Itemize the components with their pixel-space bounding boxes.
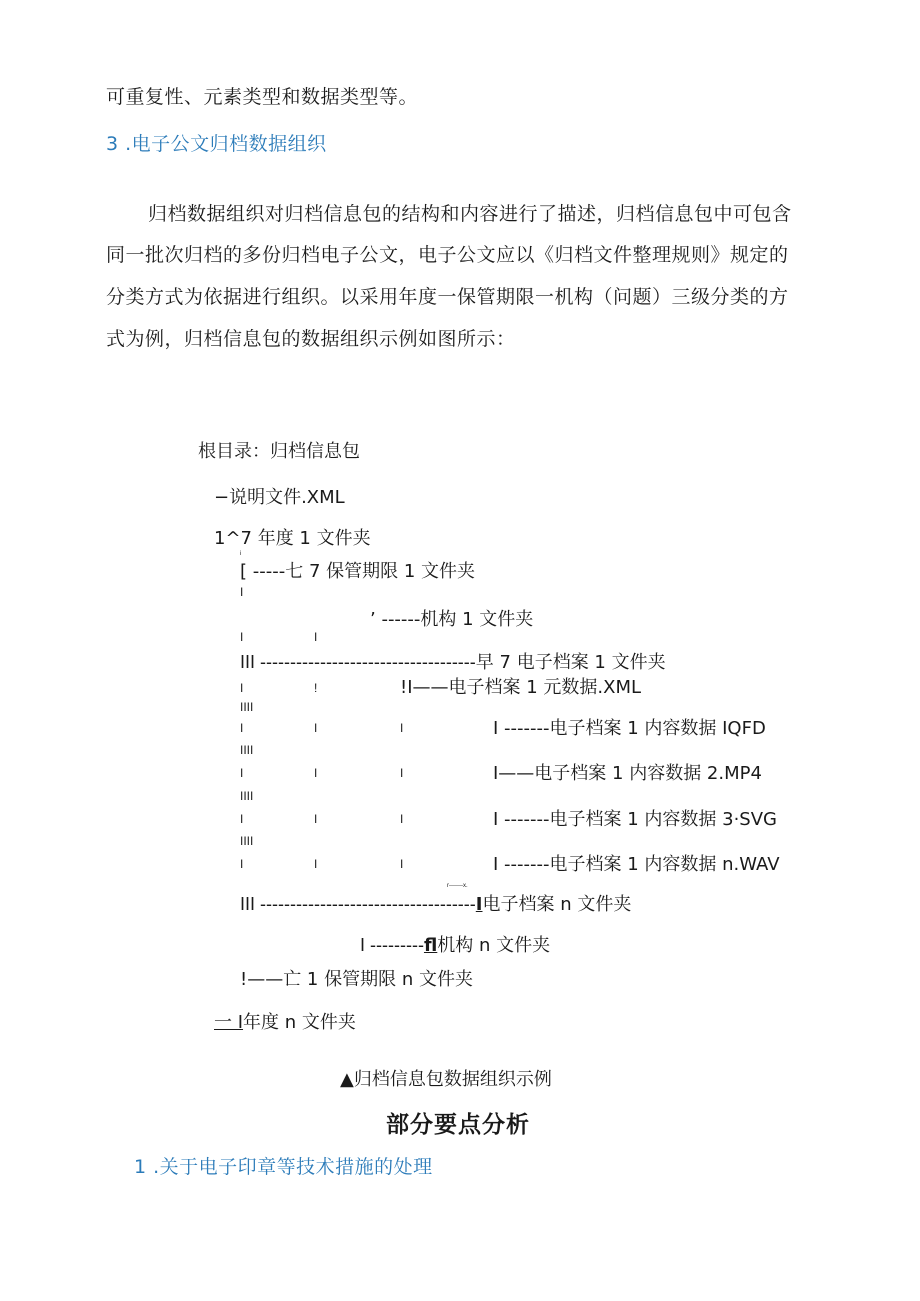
- tree-bar: I: [240, 857, 244, 871]
- tree-bar: I: [314, 857, 318, 871]
- tree-content-file: I -------电子档案 1 内容数据 3·SVG: [493, 809, 777, 830]
- tree-connector-mark: fl: [423, 935, 438, 956]
- figure-caption: ▲归档信息包数据组织示例: [340, 1069, 552, 1090]
- tree-year-n-label: 年度 n 文件夹: [243, 1012, 356, 1033]
- analysis-item-1-heading: 1 .关于电子印章等技术措施的处理: [134, 1156, 433, 1178]
- tree-connector-mark: 一 I: [214, 1012, 244, 1033]
- tree-readme-file: −说明文件.XML: [214, 487, 345, 508]
- intro-line: 可重复性、元素类型和数据类型等。: [106, 86, 419, 108]
- tree-spacer: IIII: [240, 743, 254, 757]
- tree-org-n-label: 机构 n 文件夹: [437, 935, 551, 956]
- tree-bar: I: [400, 721, 404, 735]
- tree-spacer: IIII: [240, 700, 254, 714]
- tree-spacer: IIII: [240, 834, 254, 848]
- paragraph-line-1: 归档数据组织对归档信息包的结构和内容进行了描述，归档信息包中可包含: [148, 203, 792, 225]
- tree-bar: I: [314, 721, 318, 735]
- tree-metadata-file: !I——电子档案 1 元数据.XML: [400, 677, 642, 698]
- tree-bar: I: [400, 857, 404, 871]
- tree-content-file: I -------电子档案 1 内容数据 n.WAV: [493, 854, 780, 875]
- tree-bar: I: [314, 630, 318, 644]
- tree-bar: I: [240, 681, 244, 695]
- tree-retention-1-folder: [ -----七 7 保管期限 1 文件夹: [240, 561, 476, 582]
- tree-org-1-folder: ’ ------机构 1 文件夹: [370, 609, 534, 630]
- paragraph-line-4: 式为例，归档信息包的数据组织示例如图所示：: [106, 328, 516, 350]
- tree-year-n-folder: [214, 1014, 356, 1032]
- tree-bar: I: [240, 630, 244, 644]
- tree-record-n-folder: [240, 895, 631, 914]
- tree-root: 根目录：归档信息包: [198, 441, 360, 462]
- tree-bar: I: [240, 766, 244, 780]
- tree-year-1-folder: 1^7 年度 1 文件夹: [214, 528, 371, 549]
- tree-org-n-folder: [360, 936, 550, 955]
- tree-record-n-label: 电子档案 n 文件夹: [482, 894, 632, 915]
- tree-content-file: I——电子档案 1 内容数据 2.MP4: [493, 763, 762, 784]
- tree-spacer: IIII: [240, 789, 254, 803]
- tree-bar: I: [400, 766, 404, 780]
- paragraph-line-3: 分类方式为依据进行组织。以采用年度一保管期限一机构（问题）三级分类的方: [106, 286, 789, 308]
- tree-bar: !: [314, 681, 318, 695]
- tree-connector-mark: I: [475, 894, 483, 915]
- tree-bar: I: [400, 812, 404, 826]
- paragraph-line-2: 同一批次归档的多份归档电子公文，电子公文应以《归档文件整理规则》规定的: [106, 244, 789, 266]
- tree-bar: I: [314, 766, 318, 780]
- section-heading-3: 3 .电子公文归档数据组织: [106, 133, 327, 155]
- tree-bar: I: [240, 721, 244, 735]
- tree-retention-n-folder: !——亡 1 保管期限 n 文件夹: [240, 969, 473, 990]
- tree-record-1-label: 早 7 电子档案 1 文件夹: [475, 652, 666, 673]
- tree-content-file: I -------电子档案 1 内容数据 IQFD: [493, 718, 766, 739]
- tree-connector: III ------------------------------------: [240, 652, 476, 672]
- tree-record-1-folder: [240, 653, 666, 672]
- tree-connector: III ------------------------------------: [240, 894, 476, 914]
- tree-connector: I ---------: [360, 935, 424, 955]
- section-title-analysis: 部分要点分析: [386, 1112, 530, 1138]
- tree-tick-mark: i: [240, 551, 242, 557]
- tree-bar: I: [314, 812, 318, 826]
- tree-annotation: r-------x.: [447, 883, 468, 889]
- tree-bar: I: [240, 585, 244, 599]
- tree-bar: I: [240, 812, 244, 826]
